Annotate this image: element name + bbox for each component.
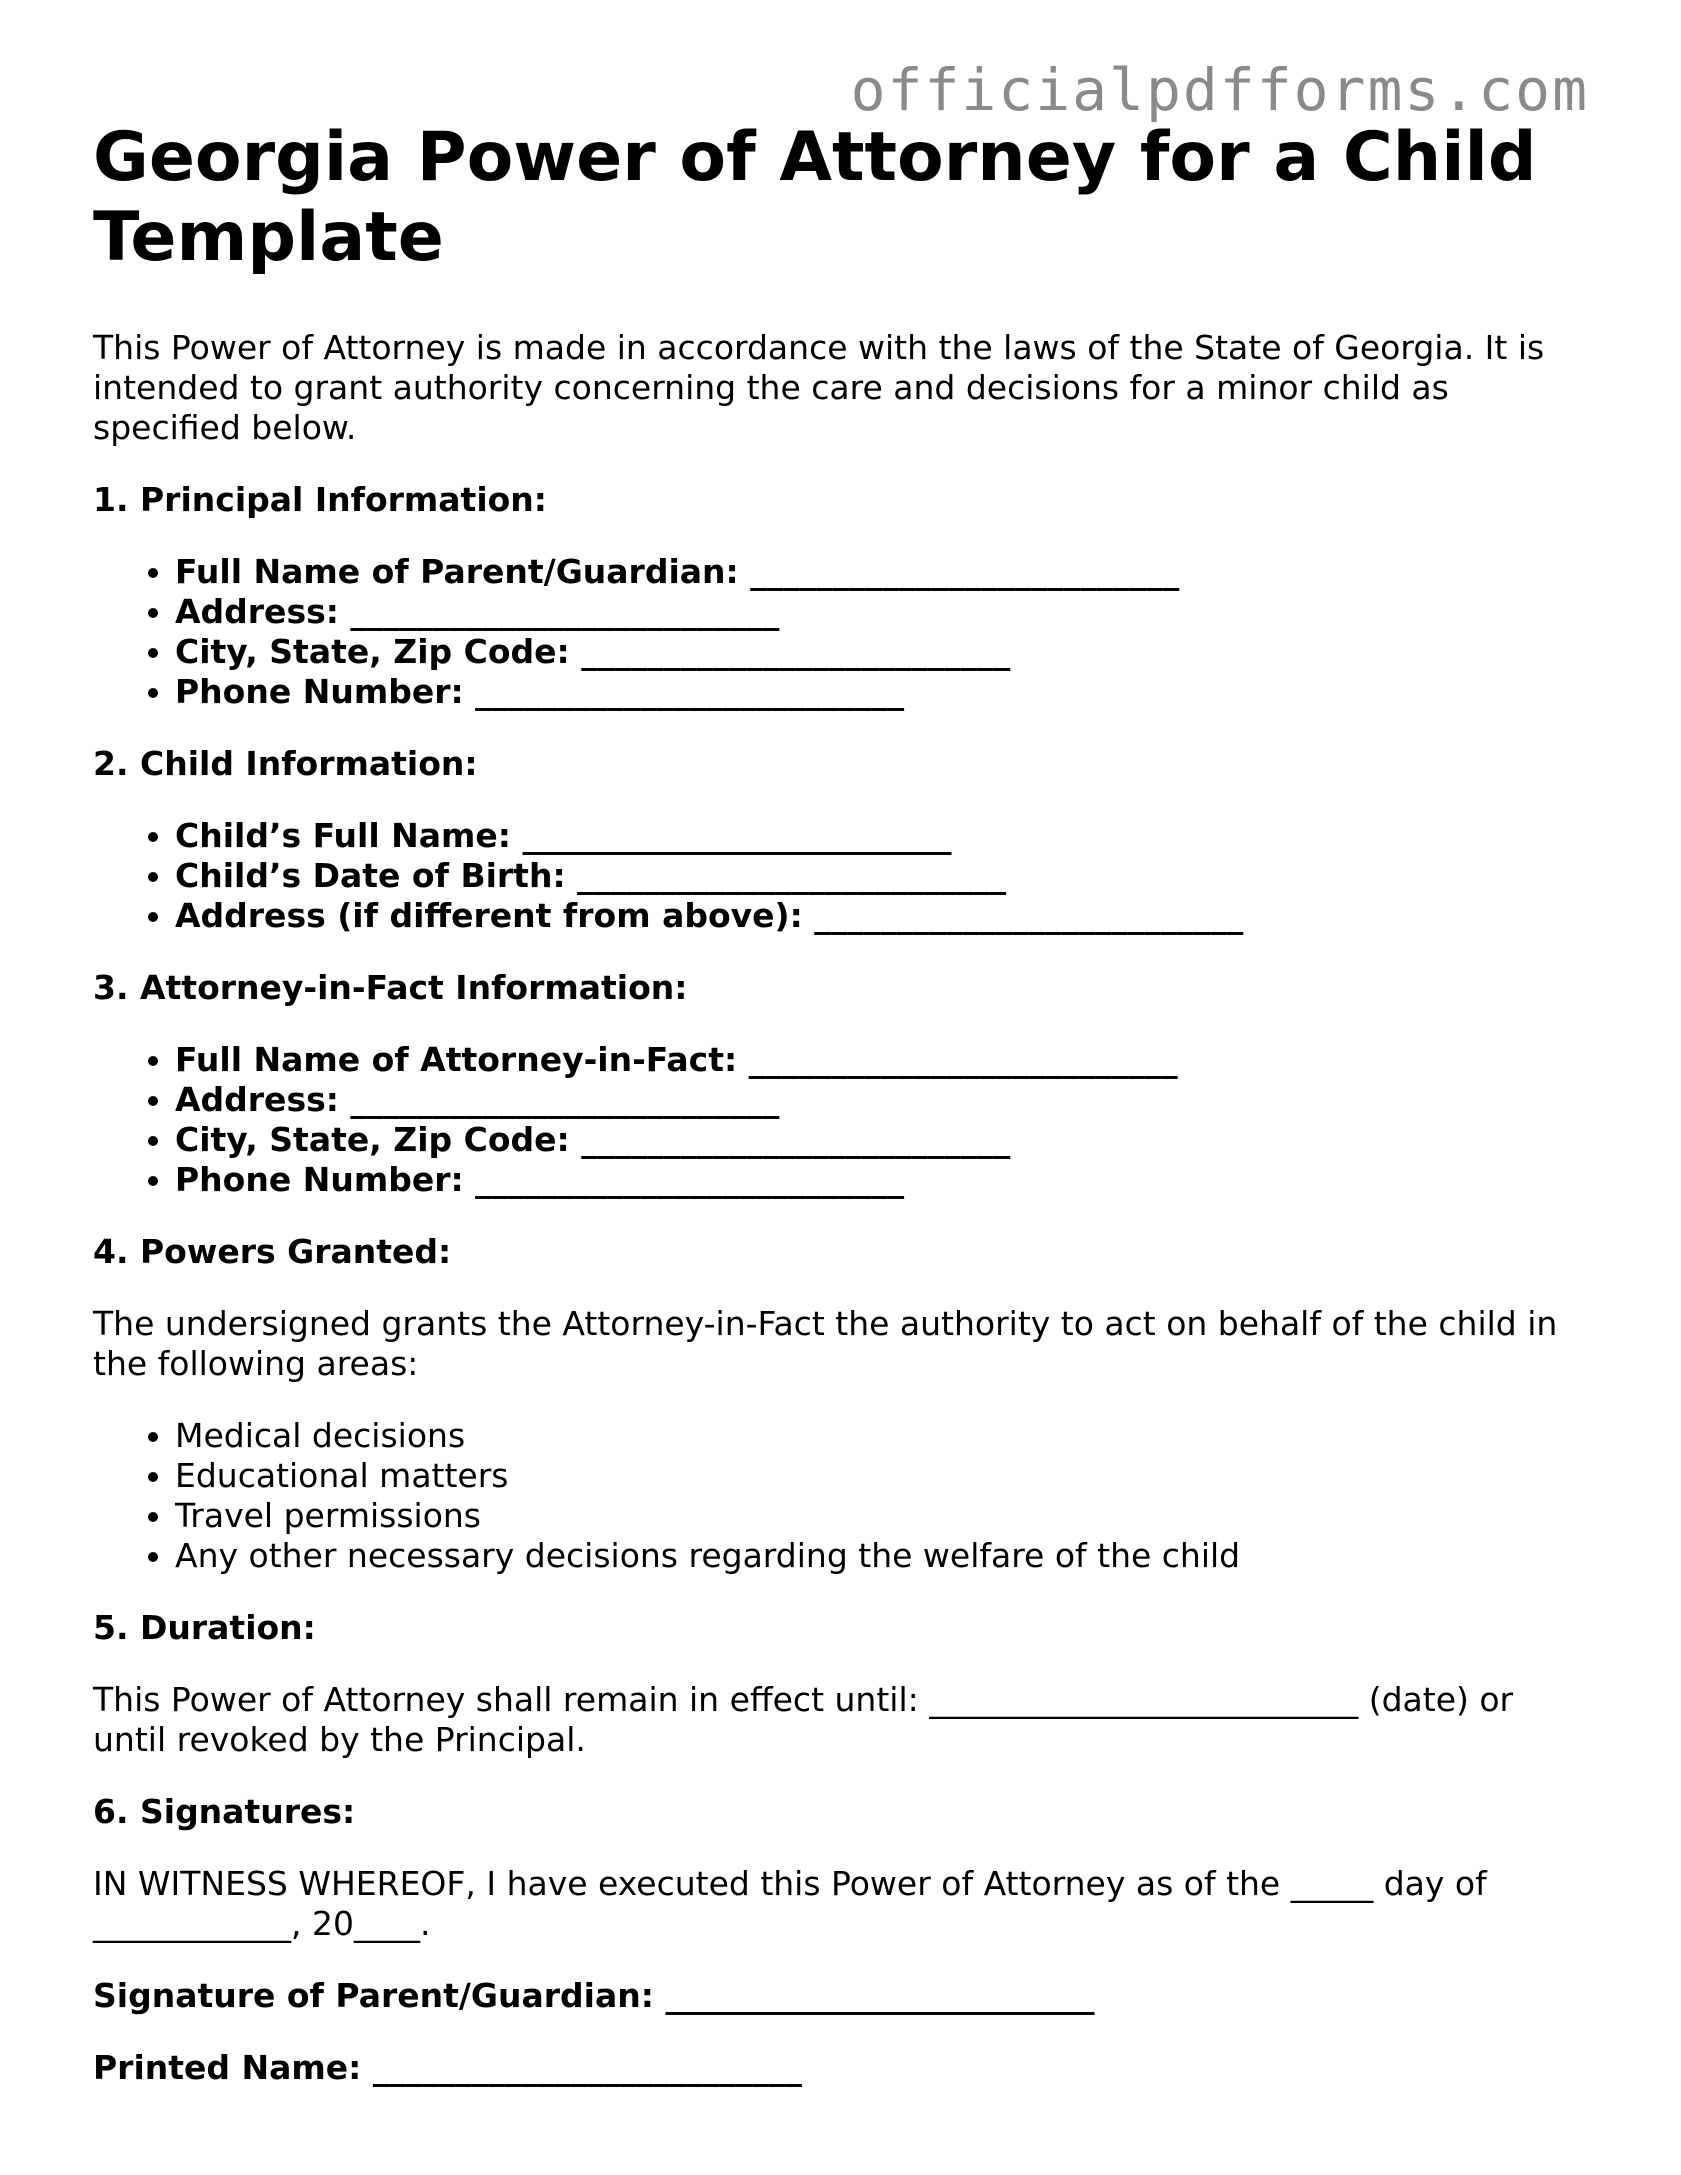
section-powers-heading: 4. Powers Granted: [93, 1232, 452, 1271]
attorney-field[interactable]: • City, State, Zip Code: __________________________ [175, 1120, 1593, 1160]
attorney-field[interactable]: • Phone Number: __________________________ [175, 1160, 1593, 1200]
principal-field[interactable]: • Full Name of Parent/Guardian: __________________________ [175, 552, 1593, 592]
printed-name-field[interactable]: Printed Name: __________________________ [93, 2048, 802, 2087]
child-fields-list [93, 816, 1593, 936]
principal-field[interactable]: • Phone Number: __________________________ [175, 672, 1593, 712]
watermark: officialpdfforms.com [850, 56, 1589, 124]
page-title: Georgia Power of Attorney for a Child Template [93, 118, 1537, 277]
signature-field[interactable]: Signature of Parent/Guardian: __________________________ [93, 1976, 1095, 2015]
intro-paragraph: This Power of Attorney is made in accordance with the laws of the State of Georgia. It is intended to grant authority concerning the care and decisions for a minor child as specified below. [93, 328, 1545, 447]
child-field[interactable]: • Child’s Full Name: __________________________ [175, 816, 1593, 856]
section-attorney-heading: 3. Attorney-in-Fact Information: [93, 968, 688, 1007]
section-signatures-heading: 6. Signatures: [93, 1792, 356, 1831]
attorney-field[interactable]: • Full Name of Attorney-in-Fact: __________________________ [175, 1040, 1593, 1080]
powers-paragraph: The undersigned grants the Attorney-in-Fact the authority to act on behalf of the child in the following areas: [93, 1304, 1558, 1383]
powers-list [93, 1416, 1593, 1576]
principal-fields-list [93, 552, 1593, 712]
section-principal-heading: 1. Principal Information: [93, 480, 547, 519]
attorney-field[interactable]: • Address: __________________________ [175, 1080, 1593, 1120]
principal-field[interactable]: • City, State, Zip Code: __________________________ [175, 632, 1593, 672]
section-child-heading: 2. Child Information: [93, 744, 478, 783]
attorney-fields-list [93, 1040, 1593, 1200]
section-duration-heading: 5. Duration: [93, 1608, 316, 1647]
document-page [93, 118, 1593, 2088]
power-item: • Medical decisions [175, 1416, 1593, 1456]
duration-paragraph[interactable]: This Power of Attorney shall remain in effect until: __________________________ (date) or until revoked by the Principal. [93, 1680, 1514, 1759]
power-item: • Travel permissions [175, 1496, 1593, 1536]
witness-paragraph[interactable]: IN WITNESS WHEREOF, I have executed this Power of Attorney as of the _____ day of ____________, 20____. [93, 1864, 1487, 1943]
power-item: • Educational matters [175, 1456, 1593, 1496]
power-item: • Any other necessary decisions regarding the welfare of the child [175, 1536, 1593, 1576]
child-field[interactable]: • Child’s Date of Birth: __________________________ [175, 856, 1593, 896]
principal-field[interactable]: • Address: __________________________ [175, 592, 1593, 632]
child-field[interactable]: • Address (if different from above): __________________________ [175, 896, 1593, 936]
